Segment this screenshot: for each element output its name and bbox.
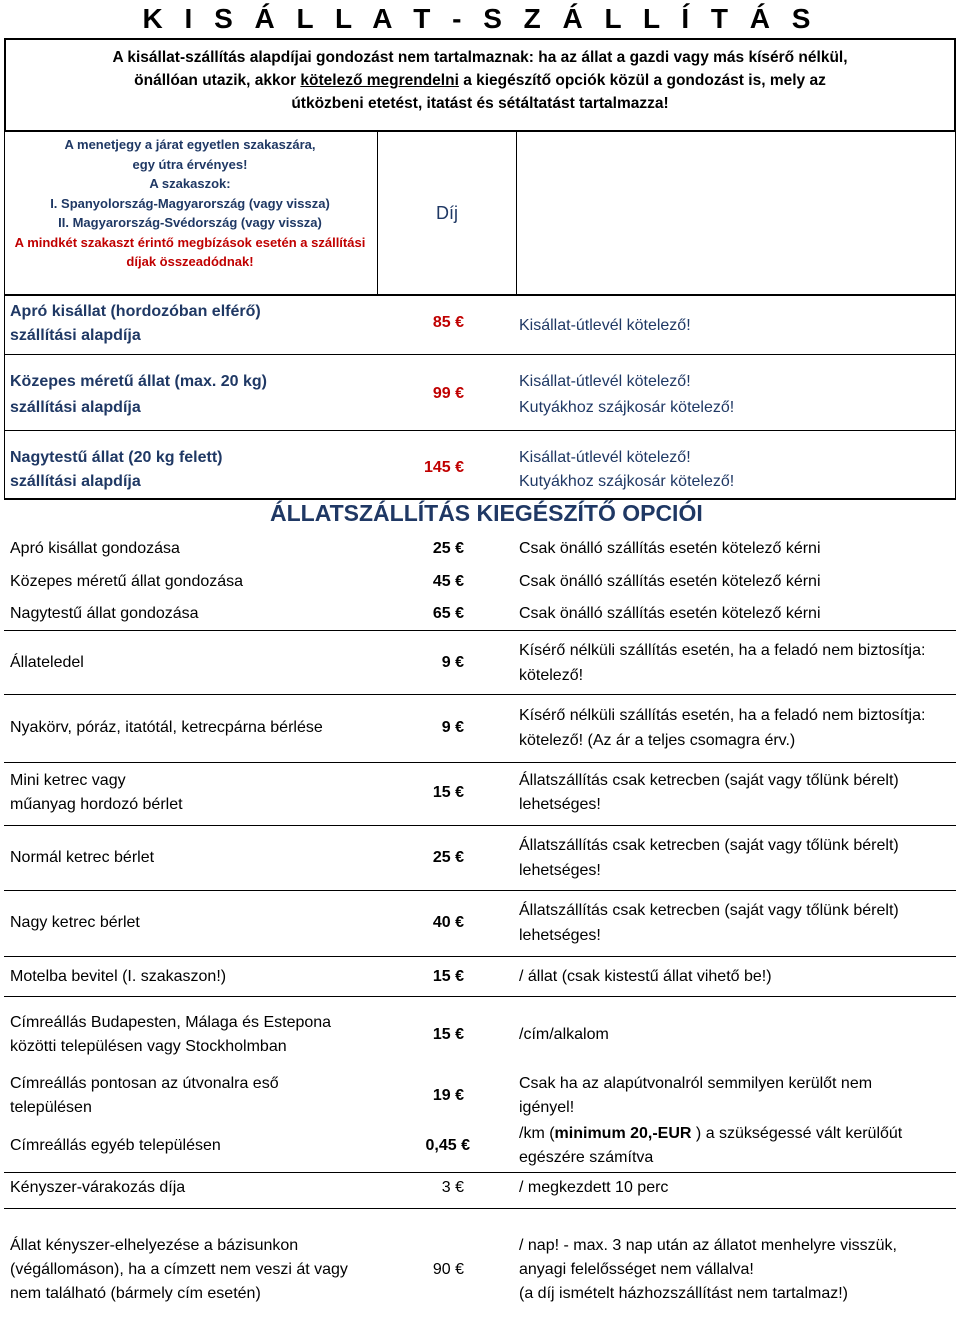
row-divider <box>4 1172 956 1173</box>
row-divider <box>4 956 956 957</box>
option-note-2: igényel! <box>519 1099 575 1116</box>
option-note-1: Csak ha az alapútvonalról semmilyen kerülőt nem <box>519 1075 873 1092</box>
option-price: 25 € <box>432 849 464 866</box>
row-divider <box>4 694 956 695</box>
row-divider <box>4 354 956 355</box>
option-note: / megkezdett 10 perc <box>519 1179 669 1196</box>
row-divider <box>4 762 956 763</box>
col-divider-2 <box>516 132 517 295</box>
option-note-2: lehetséges! <box>519 927 601 944</box>
option-label-2: településen <box>10 1099 92 1116</box>
option-label: Nagytestű állat gondozása <box>10 605 199 622</box>
base-small-label: Apró kisállat (hordozóban elférő) <box>10 303 261 320</box>
option-note-3: (a díj ismételt házhozszállítást nem tartalmaz!) <box>519 1285 849 1302</box>
page-title: K I S Á L L A T - S Z Á L L Í T Á S <box>142 3 818 34</box>
option-label: Címreállás Budapesten, Málaga és Estepona <box>10 1014 332 1031</box>
base-large-price: 145 € <box>423 459 464 476</box>
base-large-sublabel: szállítási alapdíja <box>10 473 141 490</box>
row-divider <box>4 996 956 997</box>
option-note-2: anyagi felelősséget nem vállalva! <box>519 1261 754 1278</box>
option-label: Állat kényszer-elhelyezése a bázisunkon <box>10 1237 299 1254</box>
option-price: 19 € <box>432 1087 464 1104</box>
option-note-1: Állatszállítás csak ketrecben (saját vagy tőlünk bérelt) <box>519 902 899 919</box>
option-label: Közepes méretű állat gondozása <box>10 573 244 590</box>
option-price: 15 € <box>432 1026 464 1043</box>
option-note-2: egészére számítva <box>519 1149 654 1166</box>
row-divider <box>4 1208 956 1209</box>
base-medium-note-2: Kutyákhoz szájkosár kötelező! <box>519 399 735 416</box>
option-note-1: /km (minimum 20,-EUR ) a szükségessé vált kerülőút <box>519 1125 903 1142</box>
route-info: A menetjegy a járat egyetlen szakaszára, egy útra érvényes! A szakaszok: I. Spanyolország-Magyarország (vagy vissza) II. Magyarország-Svédország (vagy vissza) A mindkét szakaszt érintő megbízások esetén a szállítási díjak összeadódnak! <box>14 137 366 269</box>
table-border-right <box>955 132 956 500</box>
option-price: 9 € <box>441 654 464 671</box>
option-note-1: Kísérő nélküli szállítás esetén, ha a feladó nem biztosítja: <box>519 642 926 659</box>
option-label: Motelba bevitel (I. szakaszon!) <box>10 968 227 985</box>
option-note-1: Kísérő nélküli szállítás esetén, ha a feladó nem biztosítja: <box>519 707 926 724</box>
option-price: 45 € <box>432 573 464 590</box>
option-price: 0,45 € <box>425 1137 470 1154</box>
option-label-3: nem található (bármely cím esetén) <box>10 1285 261 1302</box>
base-medium-label: Közepes méretű állat (max. 20 kg) <box>10 373 267 390</box>
option-label: Nagy ketrec bérlet <box>10 914 140 931</box>
option-note: /cím/alkalom <box>519 1026 609 1043</box>
base-small-sublabel: szállítási alapdíja <box>10 327 141 344</box>
option-note: / állat (csak kistestű állat vihető be!) <box>519 968 772 985</box>
header-bottom-border <box>4 294 956 296</box>
intro-line-1: A kisállat-szállítás alapdíjai gondozást nem tartalmaznak: ha az állat a gazdi vagy más kísérő nélkül, <box>112 49 848 66</box>
base-small-note: Kisállat-útlevél kötelező! <box>519 317 691 334</box>
base-large-label: Nagytestű állat (20 kg felett) <box>10 449 223 466</box>
option-label: Normál ketrec bérlet <box>10 849 155 866</box>
option-price: 15 € <box>432 968 464 985</box>
row-divider <box>4 630 956 631</box>
option-label-2: műanyag hordozó bérlet <box>10 796 183 813</box>
option-price: 25 € <box>432 540 464 557</box>
option-label: Nyakörv, póráz, itatótál, ketrecpárna bérlése <box>10 719 323 736</box>
row-divider <box>4 890 956 891</box>
option-label: Címreállás pontosan az útvonalra eső <box>10 1075 279 1092</box>
option-note-1: / nap! - max. 3 nap után az állatot menhelyre visszük, <box>519 1237 897 1254</box>
option-note-1: Állatszállítás csak ketrecben (saját vagy tőlünk bérelt) <box>519 837 899 854</box>
base-medium-sublabel: szállítási alapdíja <box>10 399 141 416</box>
option-note-2: kötelező! <box>519 667 584 684</box>
option-price: 15 € <box>432 784 464 801</box>
base-small-price: 85 € <box>432 314 464 331</box>
option-label: Állateledel <box>10 654 84 671</box>
options-section-title: ÁLLATSZÁLLÍTÁS KIEGÉSZÍTŐ OPCIÓI <box>270 500 703 526</box>
option-price: 9 € <box>441 719 464 736</box>
row-divider <box>4 825 956 826</box>
intro-line-3: útközbeni etetést, itatást és sétáltatást tartalmazza! <box>291 95 669 112</box>
option-note-2: lehetséges! <box>519 796 601 813</box>
option-price: 40 € <box>432 914 464 931</box>
option-label-2: közötti településen vagy Stockholmban <box>10 1038 287 1055</box>
option-price: 3 € <box>441 1179 464 1196</box>
option-label: Mini ketrec vagy <box>10 772 126 789</box>
option-label: Kényszer-várakozás díja <box>10 1179 186 1196</box>
option-label: Apró kisállat gondozása <box>10 540 180 557</box>
base-medium-note-1: Kisállat-útlevél kötelező! <box>519 373 691 390</box>
option-price: 65 € <box>432 605 464 622</box>
base-large-note-1: Kisállat-útlevél kötelező! <box>519 449 691 466</box>
option-price: 90 € <box>432 1261 464 1278</box>
option-note: Csak önálló szállítás esetén kötelező kérni <box>519 605 821 622</box>
option-note: Csak önálló szállítás esetén kötelező kérni <box>519 540 821 557</box>
option-note-1: Állatszállítás csak ketrecben (saját vagy tőlünk bérelt) <box>519 772 899 789</box>
option-note-2: lehetséges! <box>519 862 601 879</box>
base-medium-price: 99 € <box>432 385 464 402</box>
intro-box <box>4 38 956 132</box>
option-label: Címreállás egyéb településen <box>10 1137 221 1154</box>
intro-line-2: önállóan utazik, akkor kötelező megrendelni a kiegészítő opciók közül a gondozást is, mely az <box>134 72 826 89</box>
option-note-2: kötelező! (Az ár a teljes csomagra érv.) <box>519 732 796 749</box>
option-note: Csak önálló szállítás esetén kötelező kérni <box>519 573 821 590</box>
base-large-note-2: Kutyákhoz szájkosár kötelező! <box>519 473 735 490</box>
option-label-2: (végállomáson), ha a címzett nem veszi át vagy <box>10 1261 348 1278</box>
row-divider <box>4 430 956 431</box>
fee-header: Díj <box>436 203 458 223</box>
